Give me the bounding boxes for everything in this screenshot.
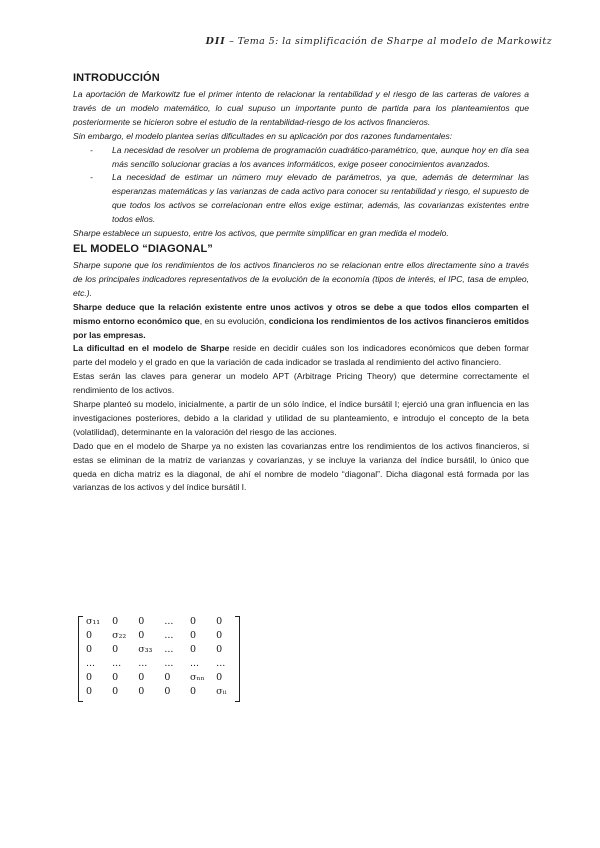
matrix-row xyxy=(84,656,240,670)
header-prefix: DII xyxy=(205,36,226,47)
list-item xyxy=(73,144,529,172)
list-item xyxy=(73,171,529,227)
matrix-cell: 0 xyxy=(138,671,145,683)
matrix-cell: σᵢᵢ xyxy=(216,685,227,697)
heading-introduccion: INTRODUCCIÓN xyxy=(73,72,160,84)
matrix-cell: ... xyxy=(164,629,174,641)
matrix-cell: 0 xyxy=(190,685,197,697)
matrix-cell: 0 xyxy=(112,671,119,683)
diagonal-paragraph-6: Dado que en el modelo de Sharpe ya no existen las covarianzas entre los rendimientos de los activos financieros, si estas se eliminan de la matriz de varianzas y covarianzas, y se incluye la varianza del índice bursátil, lo único que queda en dicha matriz es la diagonal, de ahí el nombre de modelo “diagonal”. Dicha diagonal está formada por las varianzas de los activos y del índice bursátil I. xyxy=(73,440,529,493)
matrix-table xyxy=(84,614,240,698)
matrix-cell: 0 xyxy=(112,643,119,655)
covariance-matrix xyxy=(78,610,240,696)
intro-paragraph-2: Sin embargo, el modelo plantea serias dificultades en su aplicación por dos razones fundamentales: xyxy=(73,130,453,141)
page-content xyxy=(73,72,529,495)
heading-modelo-diagonal: EL MODELO “DIAGONAL” xyxy=(73,242,213,255)
intro-paragraph-3: Sharpe establece un supuesto, entre los activos, que permite simplificar en gran medida el modelo. xyxy=(73,228,449,239)
matrix-cell: 0 xyxy=(190,615,197,627)
matrix-cell: 0 xyxy=(216,615,223,627)
matrix-cell: 0 xyxy=(138,615,145,627)
matrix-row xyxy=(84,642,240,656)
matrix-cell: ... xyxy=(216,657,226,669)
p2-bold-a: Sharpe deduce que la relación existente entre unos activos y otros se debe a que todos ellos comparten el mismo entorno económico que xyxy=(73,301,529,326)
page-header xyxy=(206,36,552,47)
matrix-cell: 0 xyxy=(86,629,93,641)
matrix-cell: 0 xyxy=(86,671,93,683)
header-title: – Tema 5: la simplificación de Sharpe al modelo de Markowitz xyxy=(229,36,552,47)
p2-bold-c: condiciona los rendimientos de los activos financieros emitidos por las empresas. xyxy=(73,315,529,340)
p3-bold-a: La dificultad en el modelo de Sharpe xyxy=(73,343,230,354)
matrix-row xyxy=(84,684,240,698)
p2-normal-b: , en su evolución, xyxy=(199,315,269,326)
matrix-cell: 0 xyxy=(216,629,223,641)
intro-paragraph-1: La aportación de Markowitz fue el primer intento de relacionar la rentabilidad y el riesgo de las carteras de valores a través de un modelo matemático, lo cual supuso un importante punto de partida para los planteamientos que posteriormente se hicieron sobre el estudio de la rentabilidad-riesgo de los activos financieros. xyxy=(73,89,529,127)
diagonal-paragraph-2 xyxy=(73,301,529,343)
matrix-cell: ... xyxy=(138,657,148,669)
matrix-left-bracket xyxy=(78,616,83,702)
matrix-cell: 0 xyxy=(112,615,119,627)
matrix-cell: 0 xyxy=(216,671,223,683)
matrix-cell: 0 xyxy=(86,643,93,655)
matrix-cell: ... xyxy=(164,615,174,627)
matrix-cell: σ₃₃ xyxy=(138,643,153,655)
matrix-cell: ... xyxy=(190,657,200,669)
matrix-cell: ... xyxy=(164,643,174,655)
matrix-cell: ... xyxy=(86,657,96,669)
matrix-row xyxy=(84,628,240,642)
matrix-cell: 0 xyxy=(138,685,145,697)
matrix-cell: σ₁₁ xyxy=(86,615,101,627)
matrix-cell: 0 xyxy=(164,671,171,683)
matrix-cell: 0 xyxy=(164,685,171,697)
matrix-cell: 0 xyxy=(190,629,197,641)
matrix-cell: 0 xyxy=(138,629,145,641)
diagonal-paragraph-4: Estas serán las claves para generar un modelo APT (Arbitrage Pricing Theory) que determine correctamente el rendimiento de los activos. xyxy=(73,371,529,396)
matrix-cell: ... xyxy=(164,657,174,669)
matrix-row xyxy=(84,614,240,628)
matrix-body xyxy=(84,614,240,698)
matrix-cell: 0 xyxy=(216,643,223,655)
list-item-text: La necesidad de estimar un número muy elevado de parámetros, ya que, además de determinar las esperanzas matemáticas y las varianzas de cada activo para conocer su rentabilidad y riesgo, el supuesto de que todos los activos se correlacionan entre ellos exige estimar, además, las covarianzas existentes entre todos ellos. xyxy=(112,172,529,225)
diagonal-paragraph-3 xyxy=(73,342,529,370)
bullet-dash: - xyxy=(90,172,93,183)
p3-normal-b: reside en decidir cuáles son los indicadores económicos que deben formar parte del modelo y el grado en que la variación de cada indicador se traslada al rendimiento del activo financiero. xyxy=(73,343,529,368)
matrix-cell: 0 xyxy=(86,685,93,697)
matrix-cell: 0 xyxy=(112,685,119,697)
matrix-cell: ... xyxy=(112,657,122,669)
diagonal-paragraph-5: Sharpe planteó su modelo, inicialmente, a partir de un sólo índice, el índice bursátil I; ejerció una gran influencia en las investigaciones posteriores, debido a la claridad y utilidad de su planteamiento, e introdujo el concepto de la beta (volatilidad), determinante en la valoración del riesgo de las acciones. xyxy=(73,399,529,437)
difficulties-list xyxy=(73,144,529,227)
matrix-cell: σₙₙ xyxy=(190,671,205,683)
diagonal-paragraph-1: Sharpe supone que los rendimientos de los activos financieros no se relacionan entre ellos directamente sino a través de los principales indicadores representativos de la evolución de la economía (tipos de interés, el IPC, tasa de empleo, etc.). xyxy=(73,259,529,298)
list-item-text: La necesidad de resolver un problema de programación cuadrático-paramétrico, que, aunque hoy en día sea más sencillo solucionar gracias a los avances informáticos, exige poseer conocimientos avanzados. xyxy=(112,144,529,169)
matrix-row xyxy=(84,670,240,684)
matrix-cell: σ₂₂ xyxy=(112,629,127,641)
matrix-cell: 0 xyxy=(190,643,197,655)
bullet-dash: - xyxy=(90,144,93,155)
